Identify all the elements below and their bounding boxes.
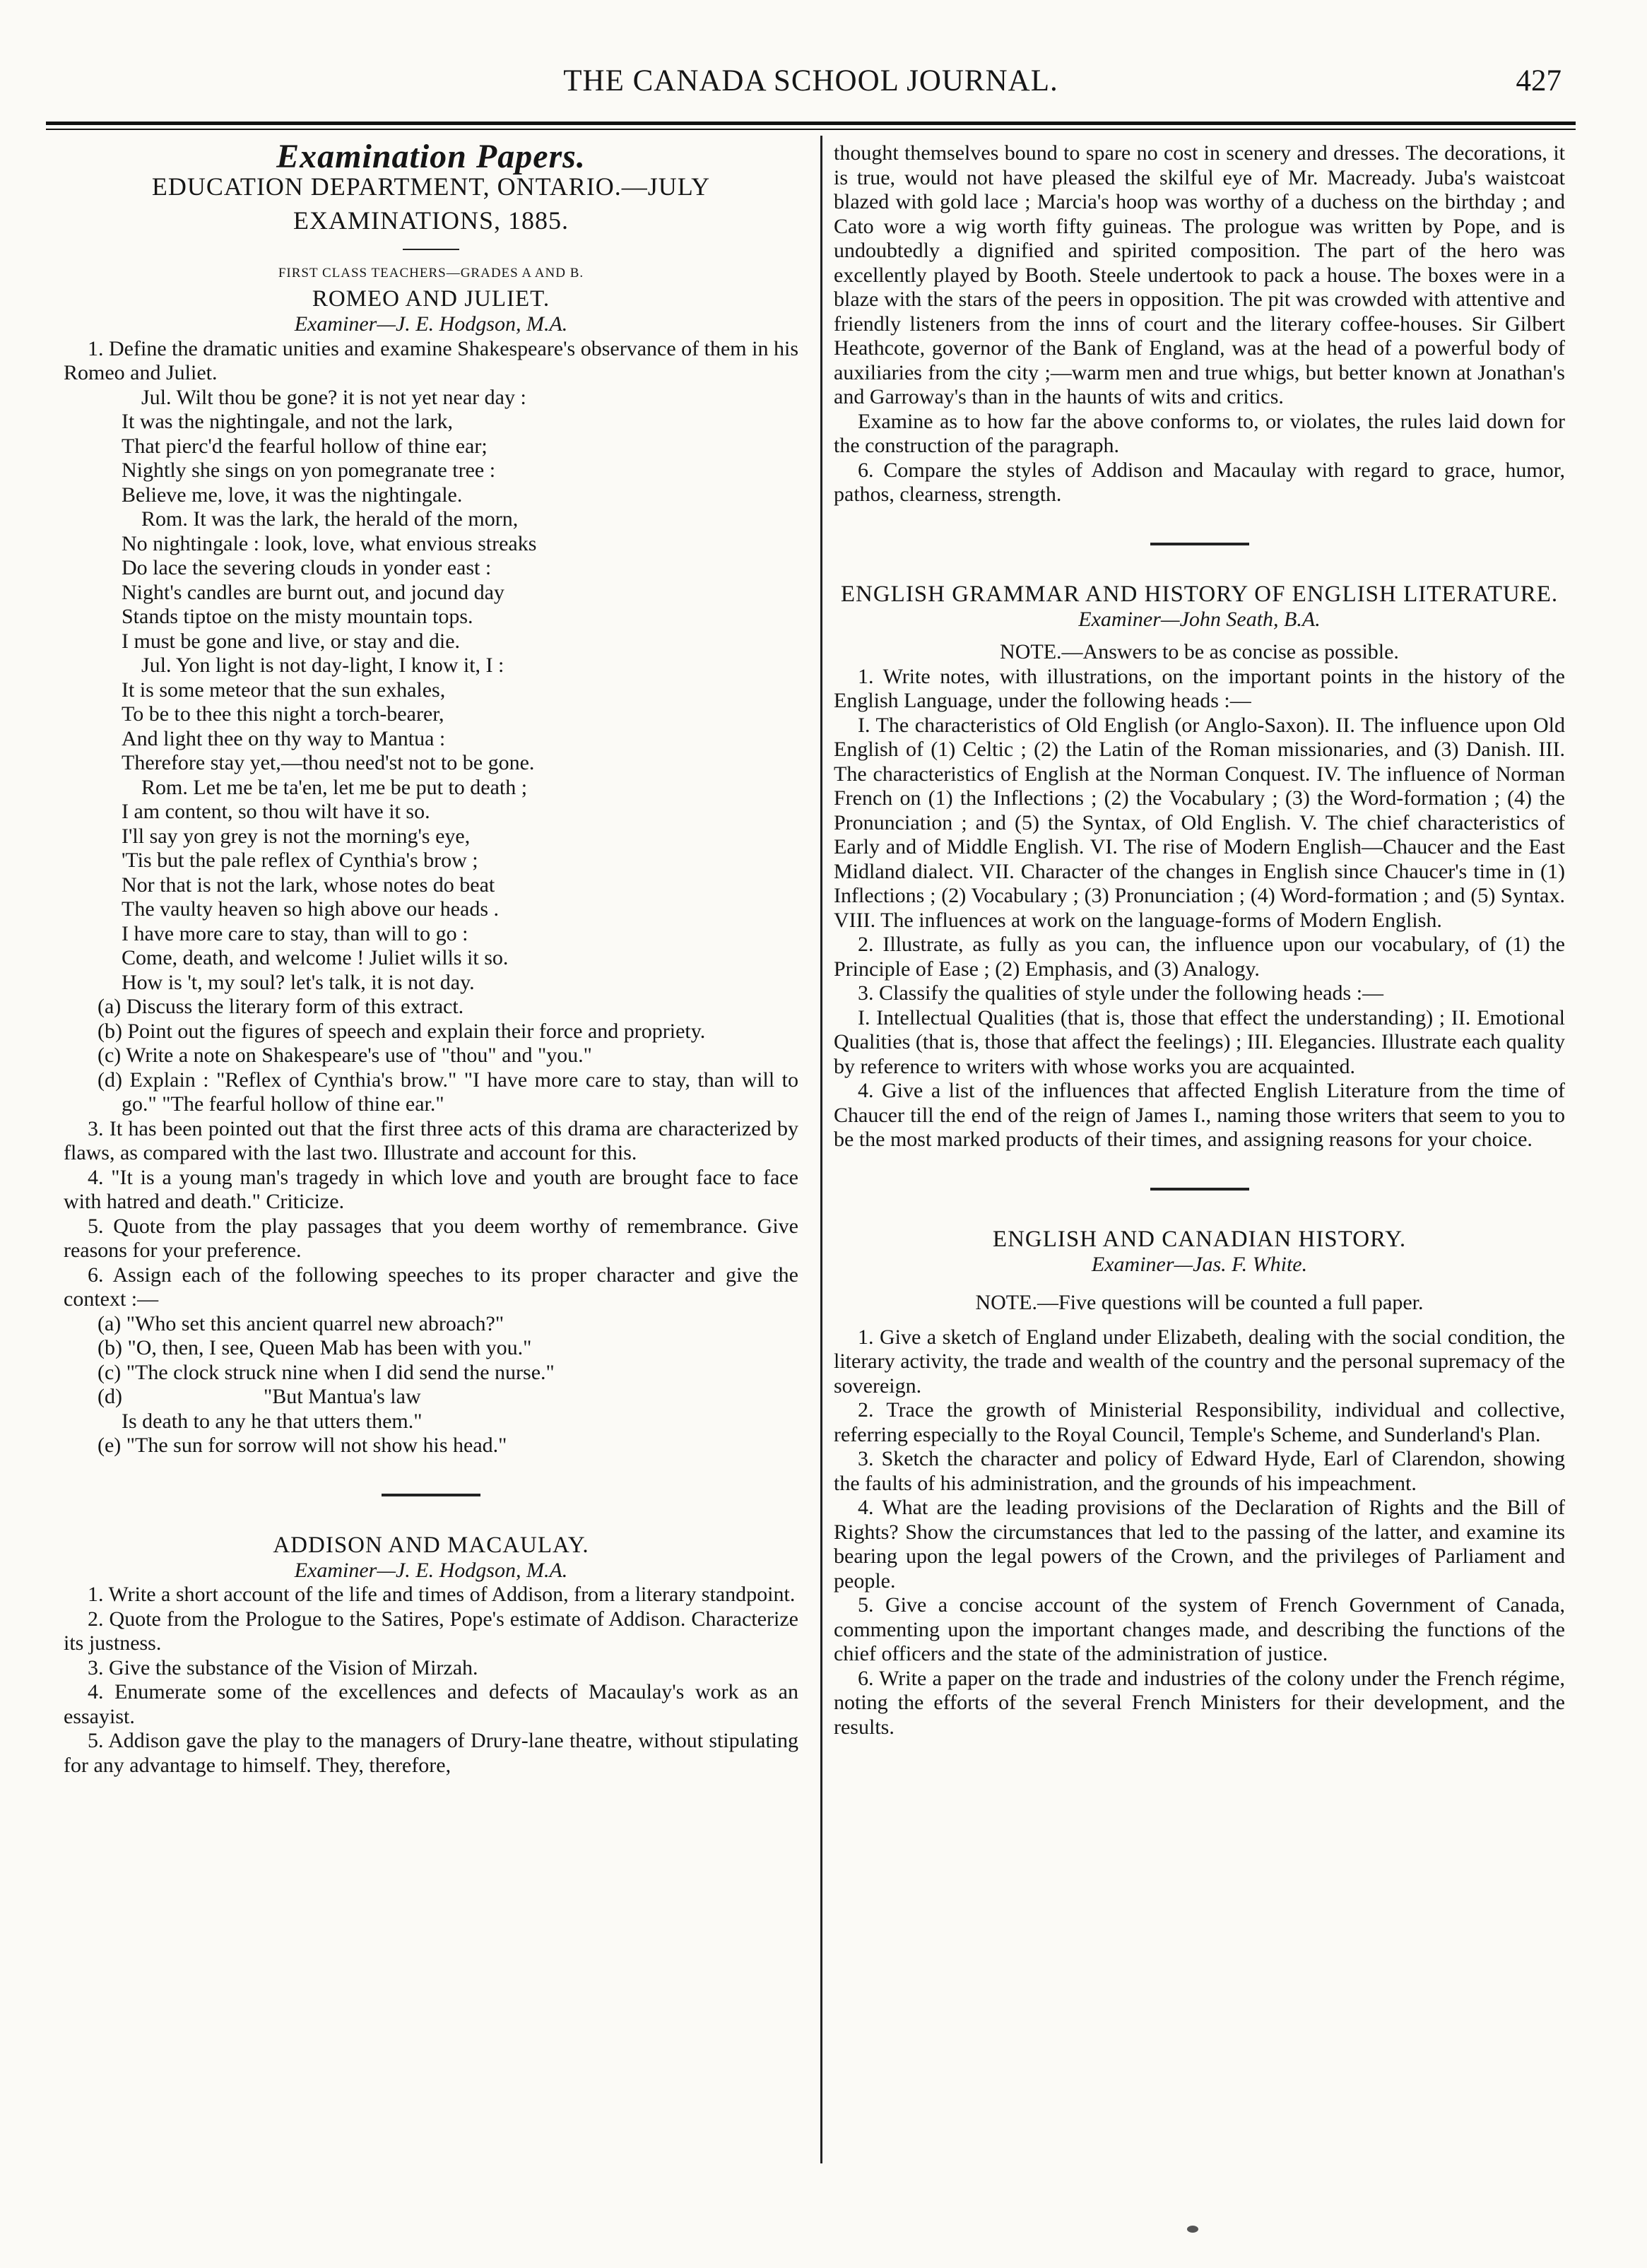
romeo-q4: 4. "It is a young man's tragedy in which love and youth are brought face to face with hatred and death." Criticize. <box>64 1165 798 1213</box>
verse-line: Rom. Let me be ta'en, let me be put to death ; <box>141 775 528 799</box>
history-q4: 4. What are the leading provisions of the Declaration of Rights and the Bill of Rights? Show the circumstances that led to the passing of the latter, and examine its bearing upon the legal powers of the Crown, and the privileges of Parliament and people. <box>834 1496 1565 1593</box>
verse-line: Night's candles are burnt out, and jocund day <box>122 580 504 604</box>
verse-line: And light thee on thy way to Mantua : <box>122 726 446 750</box>
verse-line: Jul. Wilt thou be gone? it is not yet near day : <box>141 385 526 409</box>
ink-speck <box>1187 2226 1198 2233</box>
verse-line: The vaulty heaven so high above our heads . <box>122 897 500 921</box>
verse-line: Therefore stay yet,—thou need'st not to be gone. <box>122 751 535 774</box>
history-note: NOTE.—Five questions will be counted a full paper. <box>975 1291 1424 1314</box>
romeo-q6-a: (a) "Who set this ancient quarrel new abroach?" <box>98 1311 504 1335</box>
verse-line: I am content, so thou wilt have it so. <box>122 800 430 823</box>
romeo-sub-c: (c) Write a note on Shakespeare's use of "thou" and "you." <box>98 1044 592 1067</box>
romeo-q6-c: (c) "The clock struck nine when I did send the nurse." <box>98 1360 555 1384</box>
verse-line: Nightly she sings on yon pomegranate tree : <box>122 459 496 482</box>
history-q3: 3. Sketch the character and policy of Edward Hyde, Earl of Clarendon, showing the faults of his administration, and the grounds of his impeachment. <box>834 1447 1565 1495</box>
grades-line: FIRST CLASS TEACHERS—GRADES A AND B. <box>278 265 584 280</box>
header-rule-thin <box>46 129 1576 130</box>
romeo-q6-b: (b) "O, then, I see, Queen Mab has been with you." <box>98 1336 532 1359</box>
verse-line: Believe me, love, it was the nightingale. <box>122 483 463 507</box>
verse-line: Jul. Yon light is not day-light, I know it, I : <box>141 654 504 677</box>
left-column <box>64 138 798 1778</box>
grammar-note: NOTE.—Answers to be as concise as possible. <box>1000 640 1399 663</box>
column-divider <box>820 136 822 2163</box>
history-q6: 6. Write a paper on the trade and industries of the colony under the French régime, noting the efforts of the several French Ministers for their development, and the results. <box>834 1666 1565 1739</box>
grammar-examiner: Examiner—John Seath, B.A. <box>1078 607 1321 631</box>
romeo-q6-d <box>64 1385 798 1410</box>
romeo-sub-a: (a) Discuss the literary form of this extract. <box>98 995 464 1018</box>
grammar-q1: 1. Write notes, with illustrations, on the important points in the history of the English Language, under the following heads :— <box>834 664 1565 712</box>
section-separator <box>1150 1188 1249 1191</box>
grammar-q4: 4. Give a list of the influences that affected English Literature from the time of Chaucer till the end of the reign of James I., naming those writers that seem to you to be the most marked products of their times, and assigning reasons for your choice. <box>834 1079 1565 1151</box>
verse-line: Nor that is not the lark, whose notes do beat <box>122 873 495 897</box>
verse-line: Stands tiptoe on the misty mountain tops. <box>122 605 473 628</box>
addison-q1: 1. Write a short account of the life and times of Addison, from a literary standpoint. <box>88 1583 796 1606</box>
page-header <box>46 58 1576 114</box>
addison-q2: 2. Quote from the Prologue to the Satires, Pope's estimate of Addison. Characterize its justness. <box>64 1607 798 1655</box>
addison-q5-task: Examine as to how far the above conforms to, or violates, the rules laid down for the construction of the paragraph. <box>834 409 1565 457</box>
verse-line: To be to thee this night a torch-bearer, <box>122 702 444 726</box>
addison-title: ADDISON AND MACAULAY. <box>273 1532 589 1558</box>
addison-q6: 6. Compare the styles of Addison and Macaulay with regard to grace, humor, pathos, clearness, strength. <box>834 458 1565 506</box>
section-separator <box>382 1494 480 1496</box>
verse-line: Come, death, and welcome ! Juliet wills it so. <box>122 946 509 969</box>
verse-line: I'll say yon grey is not the morning's eye, <box>122 824 471 848</box>
romeo-q3: 3. It has been pointed out that the first three acts of this drama are characterized by flaws, as compared with the last two. Illustrate and account for this. <box>64 1116 798 1164</box>
header-rule-thick <box>46 122 1576 125</box>
romeo-q5: 5. Quote from the play passages that you deem worthy of remembrance. Give reasons for your preference. <box>64 1214 798 1262</box>
verse-line: That pierc'd the fearful hollow of thine ear; <box>122 434 488 458</box>
addison-q5: 5. Addison gave the play to the managers of Drury-lane theatre, without stipulating for any advantage to himself. They, therefore, <box>64 1729 798 1777</box>
grammar-q3: 3. Classify the qualities of style under the following heads :— <box>858 981 1384 1005</box>
q6-d-quote: "But Mantua's law <box>263 1385 421 1408</box>
verse-line: How is 't, my soul? let's talk, it is not day. <box>122 970 475 994</box>
history-q5: 5. Give a concise account of the system of French Government of Canada, commenting upon the important changes made, and describing the functions of the chief officers and the state of the administration of justice. <box>834 1593 1565 1665</box>
history-q2: 2. Trace the growth of Ministerial Responsibility, individual and collective, referring especially to the Royal Council, Temple's Scheme, and Sunderland's Plan. <box>834 1398 1565 1446</box>
q6-d-label: (d) <box>98 1385 122 1408</box>
romeo-title: ROMEO AND JULIET. <box>312 286 550 312</box>
grammar-q3-heads: I. Intellectual Qualities (that is, those that effect the understanding) ; II. Emotional Qualities (that is, those that affect the feelings) ; III. Elegancies. Illustrate each quality by reference to writers with whose works you are acquainted. <box>834 1005 1565 1078</box>
grammar-q2: 2. Illustrate, as fully as you can, the influence upon our vocabulary, of (1) the Principle of Ease ; (2) Emphasis, and (3) Analogy. <box>834 933 1565 981</box>
romeo-verse <box>64 386 798 996</box>
section-separator <box>1150 543 1249 545</box>
department-title: EDUCATION DEPARTMENT, ONTARIO.—JULY EXAMINATIONS, 1885. <box>151 172 711 235</box>
romeo-q6-e: (e) "The sun for sorrow will not show his head." <box>98 1434 507 1457</box>
verse-line: 'Tis but the pale reflex of Cynthia's brow ; <box>122 849 478 872</box>
verse-line: No nightingale : look, love, what envious streaks <box>122 531 537 555</box>
grammar-title: ENGLISH GRAMMAR AND HISTORY OF ENGLISH LITERATURE. <box>840 581 1559 607</box>
history-examiner: Examiner—Jas. F. White. <box>1091 1252 1308 1276</box>
romeo-sub-b: (b) Point out the figures of speech and explain their force and propriety. <box>98 1019 706 1043</box>
romeo-q6: 6. Assign each of the following speeches to its proper character and give the context :— <box>64 1263 798 1311</box>
addison-q5-continued: thought themselves bound to spare no cost in scenery and dresses. The decorations, it is true, would not have pleased the skilful eye of Mr. Macready. Juba's waistcoat blazed with gold lace ; Marcia's hoop was worthy of a duchess on the birthday ; and Cato wore a wig worth fifty guineas. The prologue was written by Pope, and is undoubtedly a dignified and spirited composition. The part of the hero was excellently played by Booth. Steele undertook to pack a house. The boxes were in a blaze with the stars of the peers in opposition. The pit was crowded with attentive and friendly listeners from the inns of court and the literary coffee-houses. Sir Gilbert Heathcote, governor of the Bank of England, was at the head of a powerful body of auxiliaries from the city ;—warm men and true whigs, but better known at Jonathan's and Garroway's than in the haunts of wits and critics. <box>834 141 1565 408</box>
verse-line: I have more care to stay, than will to go : <box>122 921 468 945</box>
verse-line: It was the nightingale, and not the lark, <box>122 410 454 433</box>
romeo-q6-d-cont: Is death to any he that utters them." <box>122 1409 423 1433</box>
verse-line: I must be gone and live, or stay and die. <box>122 629 461 653</box>
short-rule <box>403 249 459 250</box>
journal-title: THE CANADA SCHOOL JOURNAL. <box>563 64 1058 98</box>
romeo-sub-d: (d) Explain : "Reflex of Cynthia's brow." "I have more care to stay, than will to go." "The fearful hollow of thine ear." <box>98 1068 798 1116</box>
right-column <box>834 141 1565 1740</box>
addison-examiner: Examiner—J. E. Hodgson, M.A. <box>294 1558 568 1582</box>
grammar-q1-heads: I. The characteristics of Old English (or Anglo-Saxon). II. The influence upon Old English of (1) Celtic ; (2) the Latin of the Roman missionaries, and (3) Danish. III. The characteristics of English at the Norman Conquest. IV. The influence of Norman French on (1) the Inflections ; (2) the Vocabulary ; (3) the Word-formation ; (4) the Pronunciation ; and (5) the Syntax, of Old English. V. The chief characteristics of Early and of Middle English. VI. The rise of Modern English—Chaucer and the East Midland dialect. VII. Character of the changes in English since Chaucer's time in (1) Inflections ; (2) Vocabulary ; (3) Pronunciation ; (4) Word-formation ; and (5) Syntax. VIII. The influences at work on the language-forms of Modern English. <box>834 713 1565 932</box>
history-title: ENGLISH AND CANADIAN HISTORY. <box>992 1226 1407 1252</box>
verse-line: It is some meteor that the sun exhales, <box>122 678 446 702</box>
addison-q3: 3. Give the substance of the Vision of Mirzah. <box>88 1655 478 1679</box>
history-q1: 1. Give a sketch of England under Elizabeth, dealing with the social condition, the literary activity, the trade and wealth of the country and the personal supremacy of the sovereign. <box>834 1325 1565 1398</box>
verse-line: Do lace the severing clouds in yonder east : <box>122 556 492 579</box>
romeo-q1: 1. Define the dramatic unities and examine Shakespeare's observance of them in his Romeo and Juliet. <box>64 336 798 384</box>
verse-line: Rom. It was the lark, the herald of the morn, <box>141 507 519 531</box>
section-heading: Examination Papers. <box>276 138 586 175</box>
romeo-examiner: Examiner—J. E. Hodgson, M.A. <box>294 312 568 336</box>
addison-q4: 4. Enumerate some of the excellences and defects of Macaulay's work as an essayist. <box>64 1680 798 1728</box>
page-number: 427 <box>1516 64 1562 98</box>
